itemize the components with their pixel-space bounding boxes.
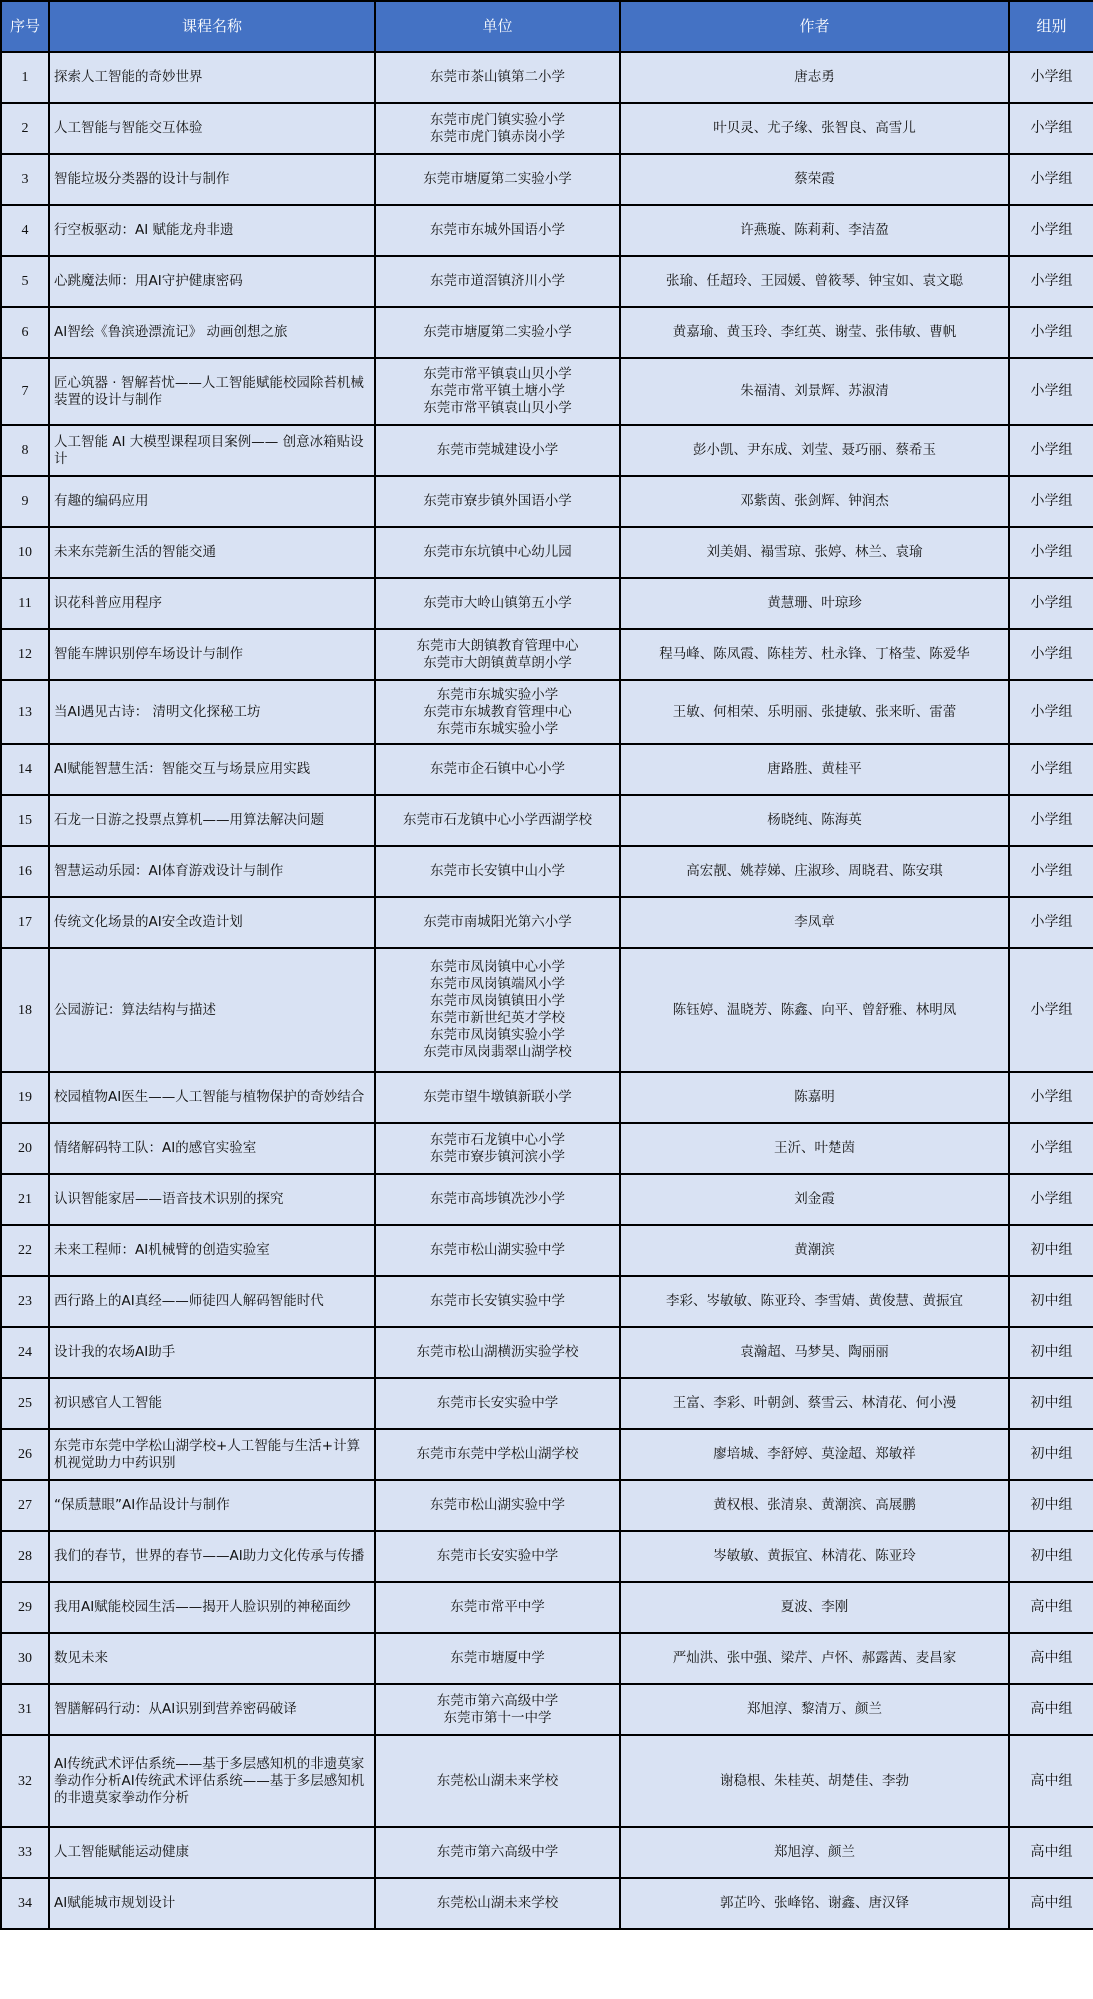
course-name: 行空板驱动：AI 赋能龙舟非遗: [49, 205, 375, 256]
unit-cell: [375, 103, 620, 154]
unit-cell: [375, 205, 620, 256]
group-label: 高中组: [1009, 1582, 1093, 1633]
row-number: 7: [1, 358, 49, 425]
group-label: 高中组: [1009, 1827, 1093, 1878]
group-label: 高中组: [1009, 1633, 1093, 1684]
authors: 杨晓纯、陈海英: [620, 795, 1009, 846]
unit-name: 东莞市东城实验小学: [436, 686, 559, 703]
authors: 黄慧珊、叶琼珍: [620, 578, 1009, 629]
unit-cell: [375, 1735, 620, 1827]
table-row: [1, 1429, 1093, 1480]
authors: 王敏、何相荣、乐明丽、张捷敏、张来昕、雷蕾: [620, 680, 1009, 744]
group-label: 高中组: [1009, 1735, 1093, 1827]
unit-name: 东莞市新世纪英才学校: [430, 1010, 565, 1026]
unit-cell: [375, 1480, 620, 1531]
group-label: 小学组: [1009, 103, 1093, 154]
authors: 黄权根、张清泉、黄潮滨、高展鹏: [620, 1480, 1009, 1531]
unit-cell: [375, 744, 620, 795]
authors: 郭芷吟、张峰铭、谢鑫、唐汉铎: [620, 1878, 1009, 1929]
unit-name: 东莞市第六高级中学: [436, 1692, 559, 1709]
group-label: 初中组: [1009, 1378, 1093, 1429]
course-name: 设计我的农场AI助手: [49, 1327, 375, 1378]
course-name: 探索人工智能的奇妙世界: [49, 52, 375, 103]
header-course-name: 课程名称: [49, 1, 375, 52]
group-label: 高中组: [1009, 1878, 1093, 1929]
row-number: 10: [1, 527, 49, 578]
course-name: 初识感官人工智能: [49, 1378, 375, 1429]
unit-name: 东莞市东坑镇中心幼儿园: [423, 544, 572, 560]
unit-name: 东莞市第六高级中学: [436, 1844, 559, 1860]
header-group: 组别: [1009, 1, 1093, 52]
row-number: 13: [1, 680, 49, 744]
authors: 王富、李彩、叶朝剑、蔡雪云、林清花、何小漫: [620, 1378, 1009, 1429]
table-row: [1, 205, 1093, 256]
course-name: 校园植物AI医生——人工智能与植物保护的奇妙结合: [49, 1072, 375, 1123]
course-name: “保质慧眼”AI作品设计与制作: [49, 1480, 375, 1531]
unit-name: 东莞市塘厦第二实验小学: [423, 324, 572, 340]
group-label: 小学组: [1009, 1174, 1093, 1225]
group-label: 小学组: [1009, 795, 1093, 846]
course-name: 智膳解码行动：从AI识别到营养密码破译: [49, 1684, 375, 1735]
table-row: [1, 256, 1093, 307]
table-row: [1, 358, 1093, 425]
row-number: 22: [1, 1225, 49, 1276]
row-number: 25: [1, 1378, 49, 1429]
course-name: 智慧运动乐园：AI体育游戏设计与制作: [49, 846, 375, 897]
course-name: 人工智能与智能交互体验: [49, 103, 375, 154]
authors: 李凤章: [620, 897, 1009, 948]
row-number: 32: [1, 1735, 49, 1827]
unit-name: 东莞市望牛墩镇新联小学: [423, 1089, 572, 1105]
unit-cell: [375, 1633, 620, 1684]
course-name: 未来东莞新生活的智能交通: [49, 527, 375, 578]
unit-name: 东莞市长安镇实验中学: [430, 1293, 565, 1309]
row-number: 5: [1, 256, 49, 307]
table-row: [1, 1735, 1093, 1827]
group-label: 初中组: [1009, 1327, 1093, 1378]
row-number: 9: [1, 476, 49, 527]
table-row: [1, 744, 1093, 795]
row-number: 12: [1, 629, 49, 680]
unit-name: 东莞市石龙镇中心小学西湖学校: [403, 812, 592, 828]
course-name: 未来工程师：AI机械臂的创造实验室: [49, 1225, 375, 1276]
table-row: [1, 1378, 1093, 1429]
authors: 廖培城、李舒婷、莫淦超、郑敏祥: [620, 1429, 1009, 1480]
unit-cell: [375, 256, 620, 307]
unit-cell: [375, 846, 620, 897]
authors: 高宏靓、姚荐娣、庄淑珍、周晓君、陈安琪: [620, 846, 1009, 897]
row-number: 30: [1, 1633, 49, 1684]
header-no: 序号: [1, 1, 49, 52]
unit-name: 东莞市石龙镇中心小学: [430, 1131, 565, 1148]
table-row: [1, 846, 1093, 897]
authors: 唐路胜、黄桂平: [620, 744, 1009, 795]
authors: 谢稳根、朱桂英、胡楚佳、李勃: [620, 1735, 1009, 1827]
course-name: 匠心筑器 · 智解苔忧——人工智能赋能校园除苔机械装置的设计与制作: [49, 358, 375, 425]
row-number: 19: [1, 1072, 49, 1123]
unit-cell: [375, 629, 620, 680]
authors: 唐志勇: [620, 52, 1009, 103]
table-row: [1, 1827, 1093, 1878]
course-name: 情绪解码特工队：AI的感官实验室: [49, 1123, 375, 1174]
table-row: [1, 578, 1093, 629]
course-name: 我用AI赋能校园生活——揭开人脸识别的神秘面纱: [49, 1582, 375, 1633]
row-number: 24: [1, 1327, 49, 1378]
authors: 蔡荣霞: [620, 154, 1009, 205]
unit-name: 东莞市虎门镇赤岗小学: [430, 128, 565, 145]
unit-name: 东莞市松山湖实验中学: [430, 1497, 565, 1513]
row-number: 11: [1, 578, 49, 629]
unit-cell: [375, 1429, 620, 1480]
unit-cell: [375, 1225, 620, 1276]
unit-name: 东莞市寮步镇河滨小学: [430, 1148, 565, 1165]
group-label: 小学组: [1009, 846, 1093, 897]
group-label: 初中组: [1009, 1276, 1093, 1327]
table-row: [1, 897, 1093, 948]
authors: 王沂、叶楚茵: [620, 1123, 1009, 1174]
unit-name: 东莞市常平镇土塘小学: [430, 383, 565, 399]
row-number: 8: [1, 425, 49, 476]
group-label: 小学组: [1009, 154, 1093, 205]
table-row: [1, 1582, 1093, 1633]
authors: 黄嘉瑜、黄玉玲、李红英、谢莹、张伟敏、曹帆: [620, 307, 1009, 358]
unit-cell: [375, 897, 620, 948]
course-name: AI传统武术评估系统——基于多层感知机的非遗莫家拳动作分析AI传统武术评估系统——基于多层感知机的非遗莫家拳动作分析: [49, 1735, 375, 1827]
group-label: 小学组: [1009, 1072, 1093, 1123]
table-row: [1, 795, 1093, 846]
header-authors: 作者: [620, 1, 1009, 52]
unit-name: 东莞松山湖未来学校: [436, 1772, 559, 1789]
course-name: 人工智能赋能运动健康: [49, 1827, 375, 1878]
unit-cell: [375, 527, 620, 578]
unit-cell: [375, 948, 620, 1072]
authors: 李彩、岑敏敏、陈亚玲、李雪婧、黄俊慧、黄振宜: [620, 1276, 1009, 1327]
authors: 张瑜、任超玲、王园媛、曾筱琴、钟宝如、袁文聪: [620, 256, 1009, 307]
course-name: 数见未来: [49, 1633, 375, 1684]
unit-name: 东莞松山湖未来学校: [436, 1895, 559, 1911]
unit-name: 东莞市大朗镇黄草朗小学: [423, 654, 572, 671]
table-row: [1, 1531, 1093, 1582]
group-label: 小学组: [1009, 948, 1093, 1072]
row-number: 18: [1, 948, 49, 1072]
unit-cell: [375, 1684, 620, 1735]
authors: 叶贝灵、尤子缘、张智良、高雪儿: [620, 103, 1009, 154]
unit-name: 东莞市大朗镇教育管理中心: [416, 637, 579, 654]
group-label: 高中组: [1009, 1684, 1093, 1735]
group-label: 小学组: [1009, 897, 1093, 948]
group-label: 初中组: [1009, 1429, 1093, 1480]
row-number: 27: [1, 1480, 49, 1531]
row-number: 20: [1, 1123, 49, 1174]
row-number: 21: [1, 1174, 49, 1225]
unit-name: 东莞市东城外国语小学: [430, 222, 565, 238]
authors: 彭小凯、尹东成、刘莹、聂巧丽、蔡希玉: [620, 425, 1009, 476]
table-row: [1, 948, 1093, 1072]
unit-name: 东莞市凤岗镇镇田小学: [430, 993, 565, 1009]
table-row: [1, 1878, 1093, 1929]
header-unit: 单位: [375, 1, 620, 52]
table-row: [1, 307, 1093, 358]
row-number: 29: [1, 1582, 49, 1633]
row-number: 34: [1, 1878, 49, 1929]
row-number: 23: [1, 1276, 49, 1327]
authors: 郑旭淳、黎清万、颜兰: [620, 1684, 1009, 1735]
course-name: 东莞市东莞中学松山湖学校+人工智能与生活+计算机视觉助力中药识别: [49, 1429, 375, 1480]
unit-cell: [375, 307, 620, 358]
unit-cell: [375, 425, 620, 476]
group-label: 小学组: [1009, 629, 1093, 680]
row-number: 3: [1, 154, 49, 205]
authors: 刘金霞: [620, 1174, 1009, 1225]
table-row: [1, 425, 1093, 476]
authors: 程马峰、陈凤霞、陈桂芳、杜永锋、丁格莹、陈爱华: [620, 629, 1009, 680]
authors: 刘美娟、褟雪琼、张婷、林兰、袁瑜: [620, 527, 1009, 578]
table-row: [1, 629, 1093, 680]
unit-cell: [375, 1878, 620, 1929]
unit-name: 东莞市长安实验中学: [436, 1548, 559, 1564]
table-row: [1, 1480, 1093, 1531]
unit-cell: [375, 795, 620, 846]
course-name: 传统文化场景的AI安全改造计划: [49, 897, 375, 948]
unit-name: 东莞市常平镇袁山贝小学: [423, 400, 572, 416]
table-row: [1, 1225, 1093, 1276]
unit-cell: [375, 476, 620, 527]
table-row: [1, 1327, 1093, 1378]
unit-cell: [375, 1582, 620, 1633]
unit-name: 东莞市莞城建设小学: [436, 442, 559, 458]
group-label: 小学组: [1009, 680, 1093, 744]
unit-cell: [375, 154, 620, 205]
group-label: 小学组: [1009, 307, 1093, 358]
table-row: [1, 680, 1093, 744]
row-number: 1: [1, 52, 49, 103]
table-row: [1, 1072, 1093, 1123]
group-label: 小学组: [1009, 425, 1093, 476]
unit-cell: [375, 1378, 620, 1429]
group-label: 小学组: [1009, 256, 1093, 307]
unit-name: 东莞市南城阳光第六小学: [423, 914, 572, 930]
course-name: 有趣的编码应用: [49, 476, 375, 527]
authors: 许燕璇、陈莉莉、李洁盈: [620, 205, 1009, 256]
group-label: 小学组: [1009, 527, 1093, 578]
row-number: 2: [1, 103, 49, 154]
unit-name: 东莞市东莞中学松山湖学校: [416, 1446, 579, 1462]
unit-cell: [375, 1072, 620, 1123]
table-row: [1, 1123, 1093, 1174]
authors: 陈钰婷、温晓芳、陈鑫、向平、曾舒雅、林明凤: [620, 948, 1009, 1072]
group-label: 小学组: [1009, 358, 1093, 425]
unit-cell: [375, 358, 620, 425]
unit-cell: [375, 1174, 620, 1225]
course-name: 我们的春节，世界的春节——AI助力文化传承与传播: [49, 1531, 375, 1582]
group-label: 小学组: [1009, 1123, 1093, 1174]
unit-name: 东莞市松山湖横沥实验学校: [416, 1344, 579, 1360]
row-number: 6: [1, 307, 49, 358]
unit-name: 东莞市长安实验中学: [436, 1395, 559, 1411]
unit-cell: [375, 1531, 620, 1582]
unit-name: 东莞市长安镇中山小学: [430, 863, 565, 879]
unit-name: 东莞市凤岗镇端风小学: [430, 976, 565, 992]
group-label: 小学组: [1009, 476, 1093, 527]
authors: 袁瀚超、马梦昊、陶丽丽: [620, 1327, 1009, 1378]
unit-name: 东莞市松山湖实验中学: [430, 1242, 565, 1258]
unit-name: 东莞市高埗镇冼沙小学: [430, 1191, 565, 1207]
group-label: 小学组: [1009, 52, 1093, 103]
table-row: [1, 103, 1093, 154]
header-row: [1, 1, 1093, 52]
row-number: 15: [1, 795, 49, 846]
course-name: 当AI遇见古诗： 清明文化探秘工坊: [49, 680, 375, 744]
course-name: 公园游记：算法结构与描述: [49, 948, 375, 1072]
course-name: 智能车牌识别停车场设计与制作: [49, 629, 375, 680]
row-number: 4: [1, 205, 49, 256]
course-name: AI赋能城市规划设计: [49, 1878, 375, 1929]
unit-cell: [375, 1276, 620, 1327]
table-row: [1, 1684, 1093, 1735]
authors: 郑旭淳、颜兰: [620, 1827, 1009, 1878]
unit-name: 东莞市凤岗镇实验小学: [430, 1027, 565, 1043]
group-label: 小学组: [1009, 578, 1093, 629]
group-label: 小学组: [1009, 205, 1093, 256]
unit-name: 东莞市凤岗翡翠山湖学校: [423, 1044, 572, 1060]
unit-name: 东莞市第十一中学: [443, 1709, 552, 1726]
row-number: 14: [1, 744, 49, 795]
course-name: 人工智能 AI 大模型课程项目案例—— 创意冰箱贴设计: [49, 425, 375, 476]
row-number: 16: [1, 846, 49, 897]
table-row: [1, 52, 1093, 103]
course-name: AI赋能智慧生活：智能交互与场景应用实践: [49, 744, 375, 795]
unit-name: 东莞市常平镇袁山贝小学: [423, 366, 572, 382]
authors: 朱福清、刘景辉、苏淑清: [620, 358, 1009, 425]
course-name: 西行路上的AI真经——师徒四人解码智能时代: [49, 1276, 375, 1327]
unit-name: 东莞市茶山镇第二小学: [430, 69, 565, 85]
unit-name: 东莞市道滘镇济川小学: [430, 273, 565, 289]
unit-cell: [375, 680, 620, 744]
group-label: 初中组: [1009, 1531, 1093, 1582]
row-number: 17: [1, 897, 49, 948]
group-label: 初中组: [1009, 1225, 1093, 1276]
course-name: 石龙一日游之投票点算机——用算法解决问题: [49, 795, 375, 846]
authors: 岑敏敏、黄振宜、林清花、陈亚玲: [620, 1531, 1009, 1582]
unit-name: 东莞市常平中学: [450, 1599, 545, 1615]
table-row: [1, 1174, 1093, 1225]
row-number: 33: [1, 1827, 49, 1878]
group-label: 小学组: [1009, 744, 1093, 795]
course-name: 心跳魔法师：用AI守护健康密码: [49, 256, 375, 307]
table-row: [1, 527, 1093, 578]
course-name: 智能垃圾分类器的设计与制作: [49, 154, 375, 205]
table-row: [1, 1276, 1093, 1327]
row-number: 26: [1, 1429, 49, 1480]
table-row: [1, 476, 1093, 527]
table-row: [1, 154, 1093, 205]
unit-name: 东莞市东城教育管理中心: [423, 703, 572, 720]
unit-name: 东莞市虎门镇实验小学: [430, 111, 565, 128]
unit-name: 东莞市塘厦中学: [450, 1650, 545, 1666]
table-body: [1, 52, 1093, 1929]
course-name: 识花科普应用程序: [49, 578, 375, 629]
authors: 黄潮滨: [620, 1225, 1009, 1276]
unit-name: 东莞市大岭山镇第五小学: [423, 595, 572, 611]
authors: 邓紫茵、张剑辉、钟润杰: [620, 476, 1009, 527]
authors: 陈嘉明: [620, 1072, 1009, 1123]
unit-name: 东莞市东城实验小学: [436, 720, 559, 737]
authors: 夏波、李刚: [620, 1582, 1009, 1633]
unit-cell: [375, 1327, 620, 1378]
unit-cell: [375, 578, 620, 629]
unit-cell: [375, 1123, 620, 1174]
table-row: [1, 1633, 1093, 1684]
unit-cell: [375, 52, 620, 103]
row-number: 31: [1, 1684, 49, 1735]
course-name: AI智绘《鲁滨逊漂流记》 动画创想之旅: [49, 307, 375, 358]
course-name: 认识智能家居——语音技术识别的探究: [49, 1174, 375, 1225]
row-number: 28: [1, 1531, 49, 1582]
unit-name: 东莞市凤岗镇中心小学: [430, 959, 565, 975]
unit-cell: [375, 1827, 620, 1878]
authors: 严灿洪、张中强、梁芹、卢怀、郝露茜、麦昌家: [620, 1633, 1009, 1684]
group-label: 初中组: [1009, 1480, 1093, 1531]
unit-name: 东莞市寮步镇外国语小学: [423, 493, 572, 509]
unit-name: 东莞市塘厦第二实验小学: [423, 171, 572, 187]
unit-name: 东莞市企石镇中心小学: [430, 761, 565, 777]
